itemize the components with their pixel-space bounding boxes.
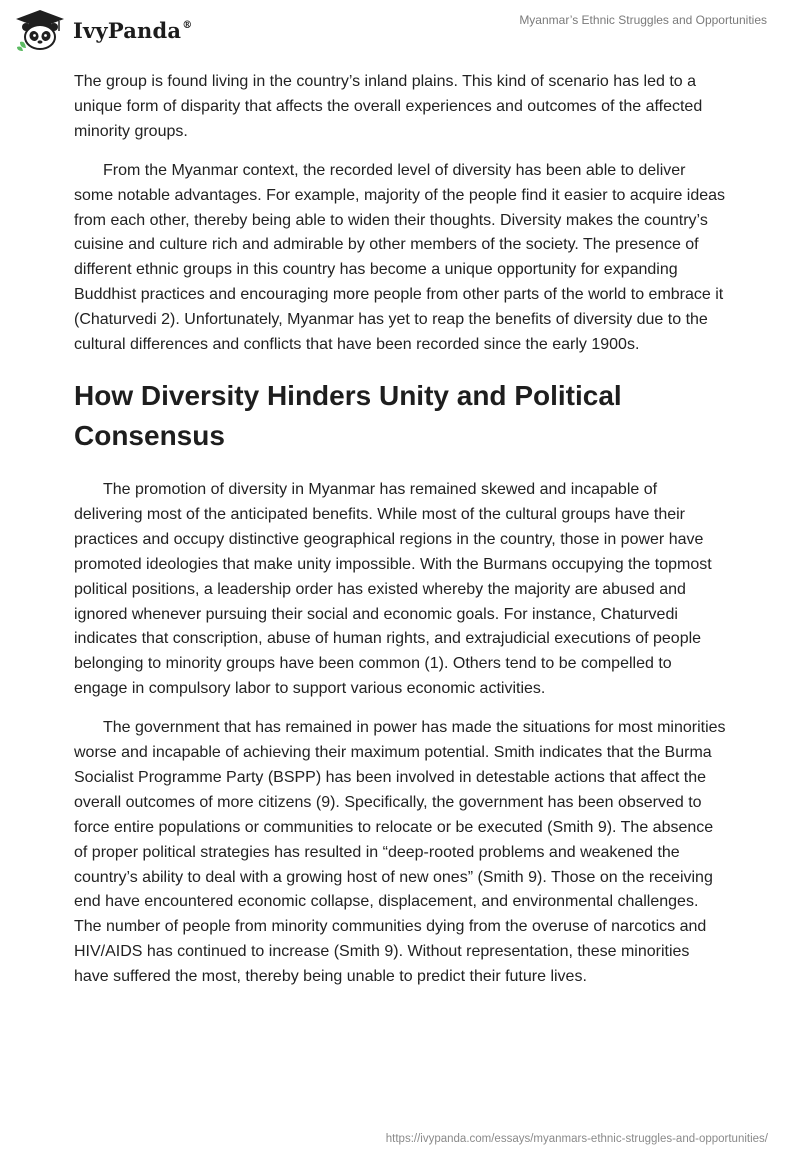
- page-header: [0, 0, 800, 70]
- ivypanda-logo[interactable]: [14, 9, 192, 51]
- panda-graduate-icon: [14, 9, 66, 51]
- section-heading: How Diversity Hinders Unity and Political Consensus: [74, 379, 622, 451]
- source-url[interactable]: https://ivypanda.com/essays/myanmars-ethnic-struggles-and-opportunities/: [385, 1133, 768, 1145]
- paragraph: From the Myanmar context, the recorded level of diversity has been able to deliver some notable advantages. For example, majority of the people find it easier to acquire ideas from each other, thereby being able to widen their thoughts. Diversity makes the country’s cuisine and culture rich and admirable by other members of the society. The presence of different ethnic groups in this country has become a unique opportunity for expanding Buddhist practices and encouraging more people from other parts of the world to embrace it (Chaturvedi 2). Unfortunately, Myanmar has yet to reap the benefits of diversity due to the cultural differences and conflicts that have been recorded since the early 1900s.: [74, 161, 726, 354]
- paragraph: The promotion of diversity in Myanmar has remained skewed and incapable of delivering most of the anticipated benefits. While most of the cultural groups have their practices and occupy distinctive geographical regions in the country, those in power have promoted ideologies that make unity impossible. With the Burmans occupying the topmost political positions, a leadership order has existed whereby the majority are abused and ignored whenever pursuing their social and economic goals. For instance, Chaturvedi indicates that conscription, abuse of human rights, and extrajudicial executions of people belonging to minority groups have been common (1). Others tend to be compelled to engage in compulsory labor to support various economic activities.: [74, 480, 712, 698]
- logo-text: IvyPanda®: [73, 17, 193, 43]
- paragraph: The government that has remained in power has made the situations for most minorities worse and incapable of achieving their maximum potential. Smith indicates that the Burma Socialist Programme Party (BSPP) has been involved in detestable actions that affect the overall outcomes of more citizens (9). Specifically, the government has been observed to force entire populations or communities to relocate or be executed (Smith 9). The absence of proper political strategies has resulted in “deep-rooted problems and weakened the country’s ability to deal with a growing host of new ones” (Smith 9). Those on the receiving end have encountered economic collapse, displacement, and environmental challenges. The number of people from minority communities dying from the overuse of narcotics and HIV/AIDS has continued to increase (Smith 9). Without representation, these minorities have suffered the most, thereby being unable to predict their future lives.: [74, 719, 726, 986]
- paragraph: The group is found living in the country’s inland plains. This kind of scenario has led to a unique form of disparity that affects the overall experiences and outcomes of the affected minority groups.: [74, 73, 703, 140]
- document-title: Myanmar’s Ethnic Struggles and Opportunities: [519, 13, 767, 27]
- essay-body: [74, 70, 726, 1004]
